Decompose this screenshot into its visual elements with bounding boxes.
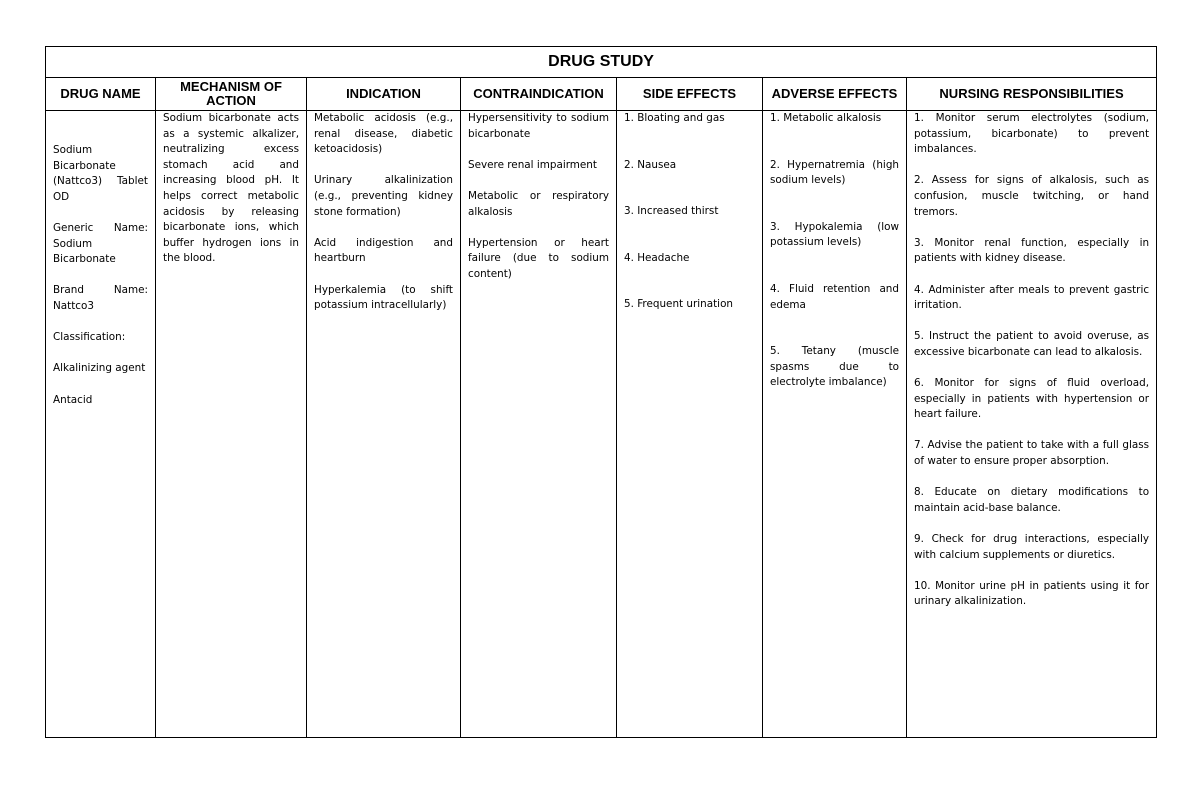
nursing-item: 9. Check for drug interactions, especially with calcium supplements or diuretics. <box>914 533 1150 561</box>
classification-item: Antacid <box>53 393 93 406</box>
adverse-effects-cell <box>763 111 907 738</box>
header-contraindication: CONTRAINDICATION <box>461 78 617 111</box>
drug-name-line: Sodium Bicarbonate (Nattco3) Tablet OD <box>53 144 148 203</box>
indication-item: Acid indigestion and heartburn <box>314 236 453 265</box>
generic-name-line: Generic Name: Sodium Bicarbonate <box>53 221 148 266</box>
side-effects-cell <box>617 111 763 738</box>
adverse-effect-item: 5. Tetany (muscle spasms due to electrolyte imbalance) <box>770 345 899 389</box>
adverse-effect-item: 1. Metabolic alkalosis <box>770 112 882 124</box>
contraindication-cell <box>461 111 617 738</box>
nursing-item: 6. Monitor for signs of fluid overload, especially in patients with hypertension or heart failure. <box>914 377 1150 421</box>
nursing-cell <box>907 111 1157 738</box>
classification-label: Classification: <box>53 331 126 344</box>
nursing-item: 7. Advise the patient to take with a full glass of water to ensure proper absorption. <box>914 439 1150 468</box>
adverse-effect-item: 2. Hypernatremia (high sodium levels) <box>770 158 899 187</box>
contraindication-item: Hypertension or heart failure (due to sodium content) <box>468 236 609 280</box>
header-indication: INDICATION <box>307 78 461 111</box>
indication-item: Urinary alkalinization (e.g., preventing kidney stone formation) <box>314 174 453 218</box>
nursing-item: 5. Instruct the patient to avoid overuse, as excessive bicarbonate can lead to alkalosis. <box>914 330 1150 358</box>
contraindication-item: Metabolic or respiratory alkalosis <box>468 189 609 218</box>
header-mechanism: MECHANISM OF ACTION <box>156 78 307 111</box>
drug-study-table <box>45 46 1157 738</box>
adverse-effect-item: 4. Fluid retention and edema <box>770 282 899 311</box>
contraindication-item: Hypersensitivity to sodium bicarbonate <box>468 112 609 140</box>
side-effect-item: 5. Frequent urination <box>624 298 734 311</box>
side-effect-item: 2. Nausea <box>624 158 677 171</box>
nursing-item: 1. Monitor serum electrolytes (sodium, potassium, bicarbonate) to prevent imbalances. <box>914 112 1150 156</box>
side-effect-item: 1. Bloating and gas <box>624 112 725 124</box>
adverse-effect-item: 3. Hypokalemia (low potassium levels) <box>770 220 899 249</box>
nursing-item: 4. Administer after meals to prevent gastric irritation. <box>914 283 1150 312</box>
brand-name-line: Brand Name: Nattco3 <box>53 284 148 312</box>
indication-item: Metabolic acidosis (e.g., renal disease, diabetic ketoacidosis) <box>314 112 453 156</box>
indication-item: Hyperkalemia (to shift potassium intracellularly) <box>314 283 453 312</box>
mechanism-text: Sodium bicarbonate acts as a systemic alkalizer, neutralizing excess stomach acid and increasing blood pH. It helps correct metabolic acidosis by releasing bicarbonate ions, which buffer hydrogen ions in the blood. <box>163 112 299 265</box>
contraindication-item: Severe renal impairment <box>468 158 597 171</box>
nursing-item: 10. Monitor urine pH in patients using it for urinary alkalinization. <box>914 579 1150 608</box>
header-nursing: NURSING RESPONSIBILITIES <box>907 78 1157 111</box>
nursing-item: 2. Assess for signs of alkalosis, such as confusion, muscle twitching, or hand tremors. <box>914 174 1150 218</box>
mechanism-cell <box>156 111 307 738</box>
nursing-item: 8. Educate on dietary modifications to maintain acid-base balance. <box>914 486 1150 514</box>
side-effect-item: 4. Headache <box>624 251 690 264</box>
header-side-effects: SIDE EFFECTS <box>617 78 763 111</box>
table-title: DRUG STUDY <box>46 47 1157 78</box>
drug-name-cell <box>46 111 156 738</box>
side-effect-item: 3. Increased thirst <box>624 205 719 218</box>
classification-item: Alkalinizing agent <box>53 362 146 375</box>
header-drug-name: DRUG NAME <box>46 78 156 111</box>
nursing-item: 3. Monitor renal function, especially in patients with kidney disease. <box>914 236 1150 265</box>
indication-cell <box>307 111 461 738</box>
header-adverse-effects: ADVERSE EFFECTS <box>763 78 907 111</box>
